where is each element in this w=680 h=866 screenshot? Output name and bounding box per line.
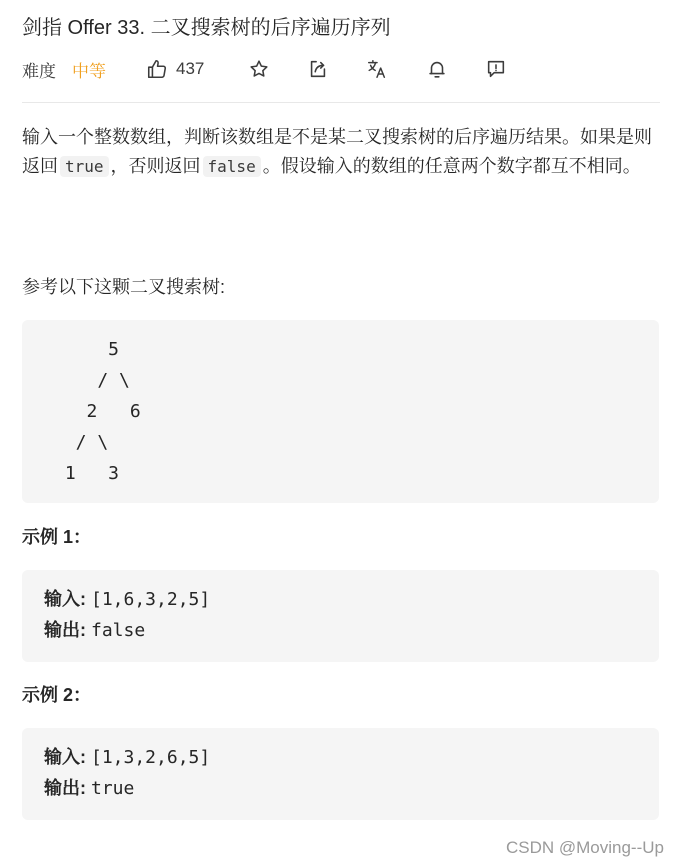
example-1-heading: 示例 1： — [22, 527, 92, 547]
feedback-icon — [485, 58, 507, 80]
watermark: CSDN @Moving--Up — [505, 838, 664, 857]
tree-diagram: 5 / \ 2 6 / \ 1 3 — [64, 339, 141, 484]
description-text: ，否则返回 — [110, 155, 201, 176]
example-2-block — [22, 728, 659, 820]
problem-description — [22, 123, 652, 181]
output-value: false — [91, 620, 146, 641]
header-divider — [22, 102, 660, 103]
output-value: true — [91, 778, 135, 799]
input-value: [1,6,3,2,5] — [91, 589, 211, 610]
input-label: 输入: — [44, 747, 91, 767]
inline-code-false: false — [203, 156, 261, 177]
description-text: 输入一个整数数组，判断该数组是不是某二叉搜索树的后序遍历结果。如果是则返回 — [22, 127, 652, 176]
bell-icon — [426, 58, 448, 80]
input-label: 输入: — [44, 589, 91, 609]
like-button[interactable] — [146, 55, 204, 83]
description-text: 。假设输入的数组的任意两个数字都互不相同。 — [262, 155, 641, 176]
inline-code-true: true — [60, 156, 109, 177]
translate-button[interactable] — [364, 55, 390, 83]
output-label: 输出: — [44, 778, 91, 798]
translate-icon — [366, 58, 388, 80]
star-icon — [248, 58, 270, 80]
difficulty-badge: 中等 — [72, 61, 106, 81]
example-2-output — [44, 773, 134, 804]
example-2-heading: 示例 2： — [22, 685, 92, 705]
difficulty-label: 难度 — [22, 61, 56, 81]
input-value: [1,3,2,6,5] — [91, 747, 211, 768]
feedback-button[interactable] — [483, 55, 509, 83]
thumbs-up-icon — [146, 58, 168, 80]
problem-meta-bar — [22, 55, 662, 83]
reference-text: 参考以下这颗二叉搜索树: — [22, 277, 225, 297]
output-label: 输出: — [44, 620, 91, 640]
example-1-output — [44, 615, 145, 646]
share-icon — [307, 58, 329, 80]
favorite-button[interactable] — [246, 55, 272, 83]
like-count: 437 — [176, 59, 205, 78]
problem-title: 剑指 Offer 33. 二叉搜索树的后序遍历序列 — [22, 17, 391, 39]
example-1-input — [44, 584, 210, 615]
share-button[interactable] — [305, 55, 331, 83]
example-1-block — [22, 570, 659, 662]
notification-button[interactable] — [424, 55, 450, 83]
tree-code-block — [22, 320, 659, 503]
example-2-input — [44, 742, 210, 773]
